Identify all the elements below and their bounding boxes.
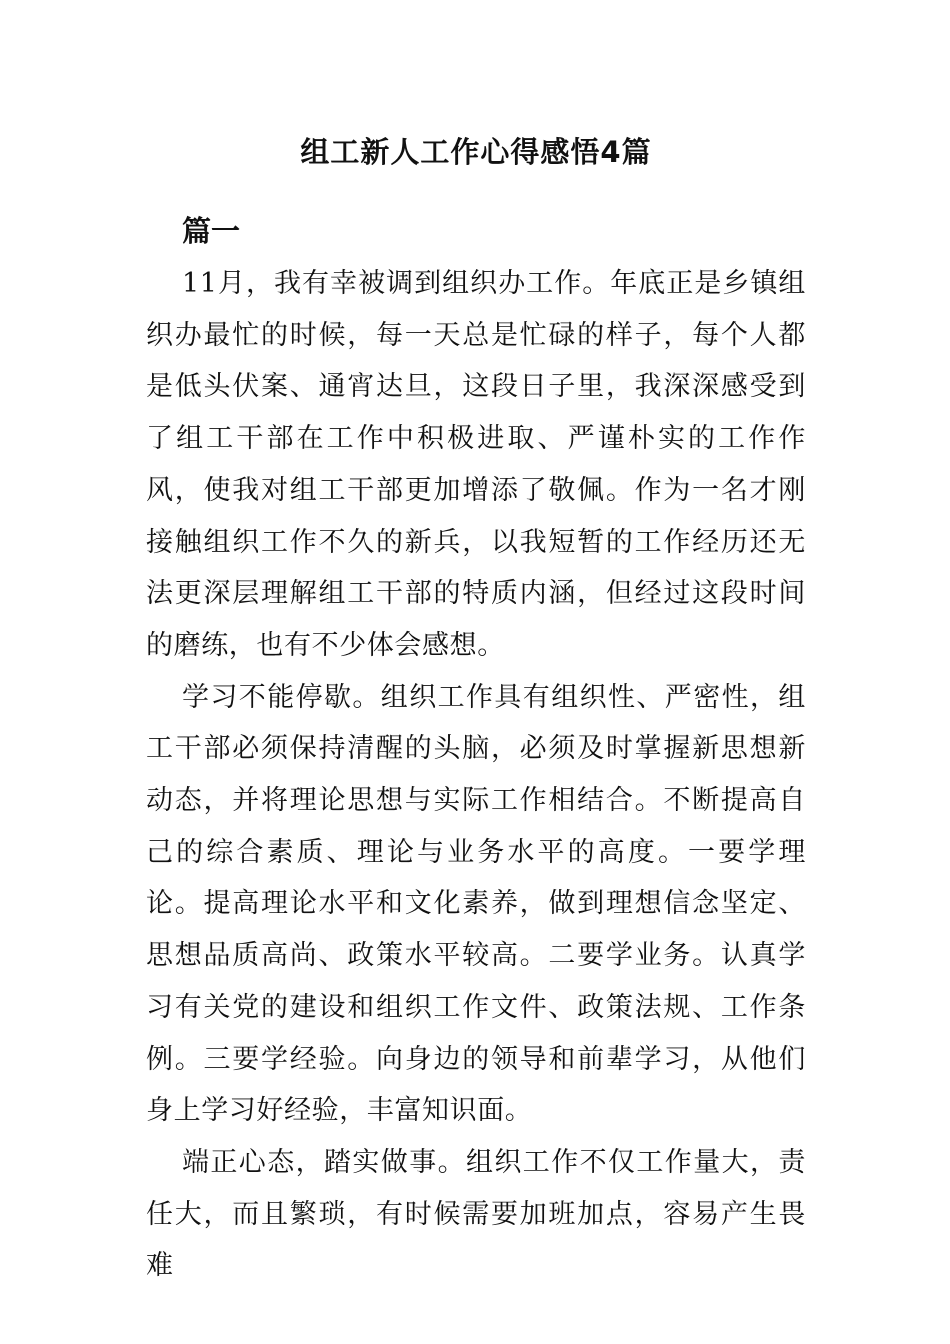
document-title: 组工新人工作心得感悟4篇 bbox=[300, 135, 652, 169]
section-heading: 篇一 bbox=[182, 214, 241, 248]
document-page bbox=[146, 130, 806, 1292]
paragraph-1: 11月，我有幸被调到组织办工作。年底正是乡镇组织办最忙的时候，每一天总是忙碌的样子，每个人都是低头伏案、通宵达旦，这段日子里，我深深感受到了组工干部在工作中积极进取、严谨朴实的工作作风，使我对组工干部更加增添了敬佩。作为一名才刚接触组织工作不久的新兵，以我短暂的工作经历还无法更深层理解组工干部的特质内涵，但经过这段时间的磨练，也有不少体会感想。 bbox=[146, 268, 806, 661]
paragraph-2: 学习不能停歇。组织工作具有组织性、严密性，组工干部必须保持清醒的头脑，必须及时掌握新思想新动态，并将理论思想与实际工作相结合。不断提高自己的综合素质、理论与业务水平的高度。一要学理论。提高理论水平和文化素养，做到理想信念坚定、思想品质高尚、政策水平较高。二要学业务。认真学习有关党的建设和组织工作文件、政策法规、工作条例。三要学经验。向身边的领导和前辈学习，从他们身上学习好经验，丰富知识面。 bbox=[146, 681, 806, 1127]
paragraph-3: 端正心态，踏实做事。组织工作不仅工作量大，责任大，而且繁琐，有时候需要加班加点，容易产生畏难 bbox=[146, 1146, 806, 1282]
